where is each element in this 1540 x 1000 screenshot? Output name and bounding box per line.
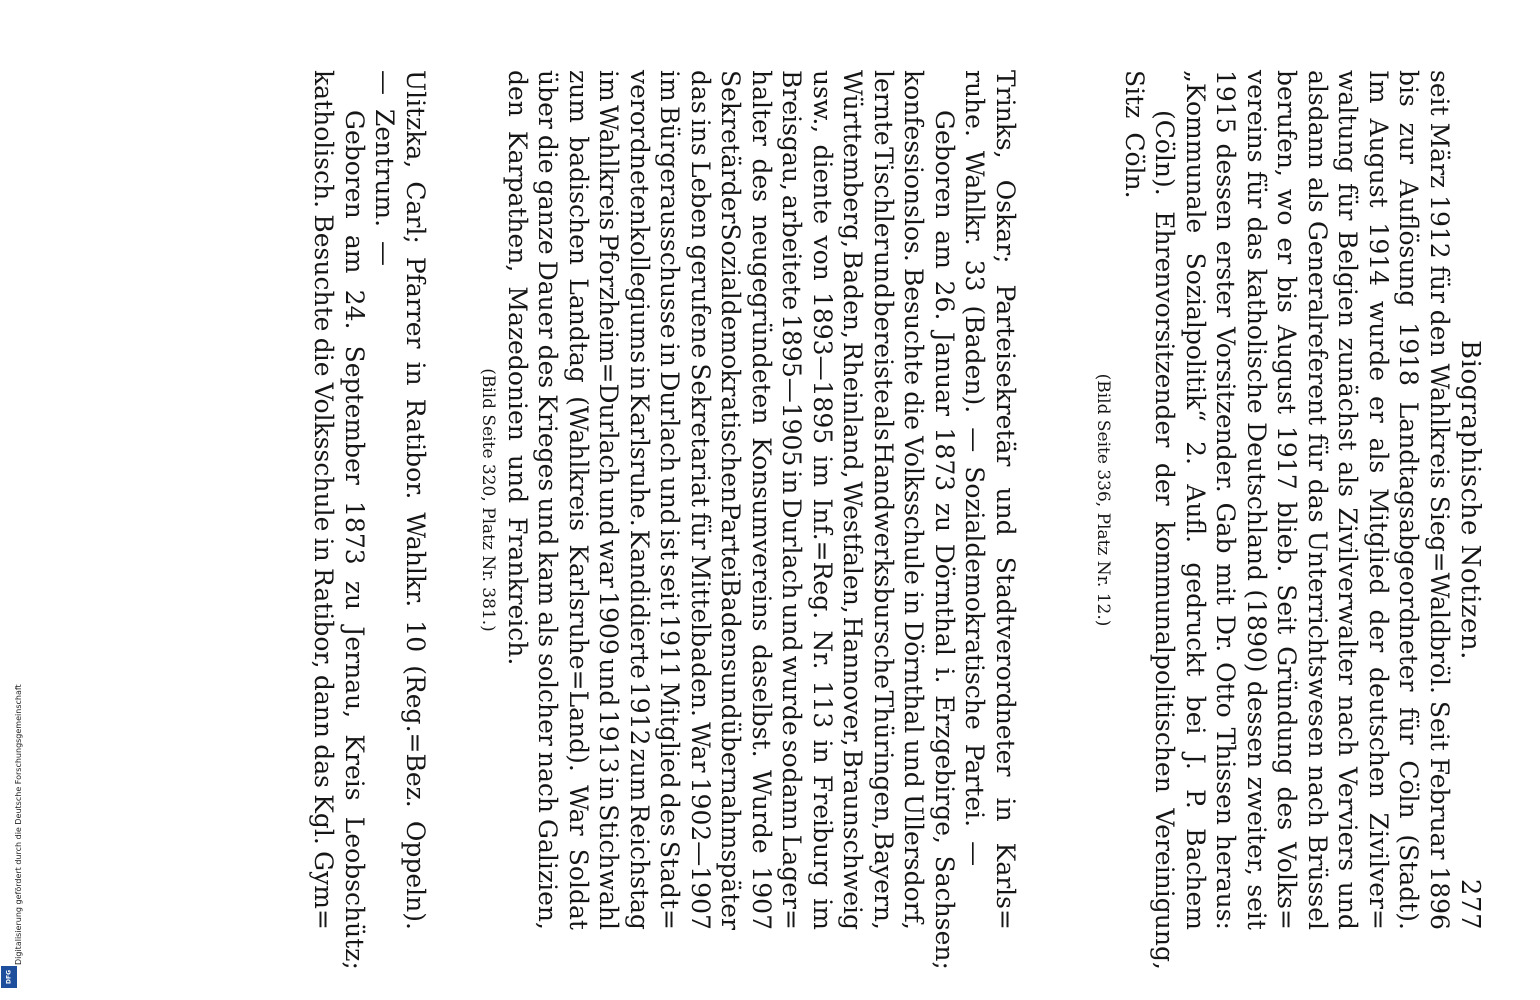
text-line: bis zur Auflösung 1918 Landtagsabgeordneter für Cöln (Stadt). [1394, 70, 1424, 930]
sponsor-strip [0, 0, 23, 1000]
text-line: katholisch. Besuchte die Volksschule in Ratibor, dann das Kgl. Gym= [309, 70, 339, 930]
text-line: (Cöln). Ehrenvorsitzender der kommunalpolitischen Vereinigung, [1150, 110, 1180, 970]
text-line: den Karpathen, Mazedonien und Frankreich. [503, 70, 532, 666]
text-line: Trinks, Oskar; Parteisekretär und Stadtverordneter in Karls= [991, 70, 1020, 930]
text-line: Geboren am 24. September 1873 zu Jernau, Kreis Leobschütz; [340, 110, 369, 970]
text-line: waltung für Belgien zunächst als Zivilverwalter nach Verviers und [1333, 70, 1363, 930]
text-line: Geboren am 26. Januar 1873 zu Dörnthal i. Erzgebirge, Sachsen; [930, 110, 959, 970]
plate-reference: (Bild Seite 336, Platz Nr. 12.) [1093, 373, 1113, 627]
text-line: Ulitzka, Carl; Pfarrer in Ratibor. Wahlkr. 10 (Reg.=Bez. Oppeln). [401, 70, 430, 930]
page-number: 277 [1455, 878, 1485, 930]
text-line: berufen, wo er bis August 1917 blieb. Seit Gründung des Volks= [1272, 70, 1302, 930]
text-line: ruhe. Wahlkr. 33 (Baden). — Sozialdemokratische Partei. — [960, 70, 990, 867]
header-title: Biographische Notizen. [1455, 340, 1485, 660]
dfg-logo-icon: DFG [1, 966, 17, 988]
text-line: Im August 1914 wurde er als Mitglied der deutschen Zivilver= [1364, 70, 1393, 930]
text-line: Sekretär der Sozialdemokratischen Partei Badens und übernahm später [716, 70, 746, 930]
text-line: — Zentrum. — [370, 70, 400, 267]
text-line: seit März 1912 für den Wahlkreis Sieg=Waldbröl. Seit Februar 1896 [1425, 70, 1454, 930]
text-line: konfessionslos. Besuchte die Volksschule in Dörnthal und Ullersdorf, [899, 70, 929, 930]
text-line: verordnetenkollegiums in Karlsruhe. Kandidierte 1912 zum Reichstag [625, 70, 654, 930]
text-line: das ins Leben gerufene Sekretariat für Mittelbaden. War 1902—1907 [686, 70, 715, 930]
sponsor-text: Digitalisierung gefördert durch die Deutsche Forschungsgemeinschaft [14, 684, 23, 965]
text-line: halter des neugegründeten Konsumvereins daselbst. Wurde 1907 [747, 70, 776, 930]
text-line: Sitz Cöln. [1120, 70, 1149, 199]
text-line: zum badischen Landtag (Wahlkreis Karlsruhe=Land). War Soldat [564, 70, 593, 930]
text-line: Breisgau, arbeitete 1895—1905 in Durlach und wurde sodann Lager= [777, 70, 807, 930]
text-line: alsdann als Generalreferent für das Unterrichtswesen nach Brüssel [1303, 70, 1332, 930]
text-line: im Bürgerausschusse in Durlach und ist seit 1911 Mitglied des Stadt= [655, 70, 685, 930]
text-line: über die ganze Dauer des Krieges und kam als solcher nach Galizien, [533, 70, 563, 930]
text-line: lernte Tischler und bereiste als Handwerksbursche Thüringen, Bayern, [869, 70, 898, 930]
text-line: 1915 dessen erster Vorsitzender. Gab mit Dr. Otto Thissen heraus: [1211, 70, 1241, 930]
text-line: im Wahlkreis Pforzheim=Durlach und war 1909 und 1913 in Stichwahl [594, 70, 624, 930]
text-line: Württemberg, Baden, Rheinland, Westfalen, Hannover, Braunschweig [838, 70, 868, 930]
text-line: vereins für das katholische Deutschland (1890) dessen zweiter, seit [1242, 70, 1271, 930]
text-line: usw., diente von 1893—1895 im Inf.=Reg. Nr. 113 in Freiburg im [808, 70, 837, 930]
plate-reference: (Bild Seite 320, Platz Nr. 381.) [478, 368, 498, 632]
text-line: „Kommunale Sozialpolitik“ 2. Aufl. gedruckt bei J. P. Bachem [1181, 70, 1210, 930]
